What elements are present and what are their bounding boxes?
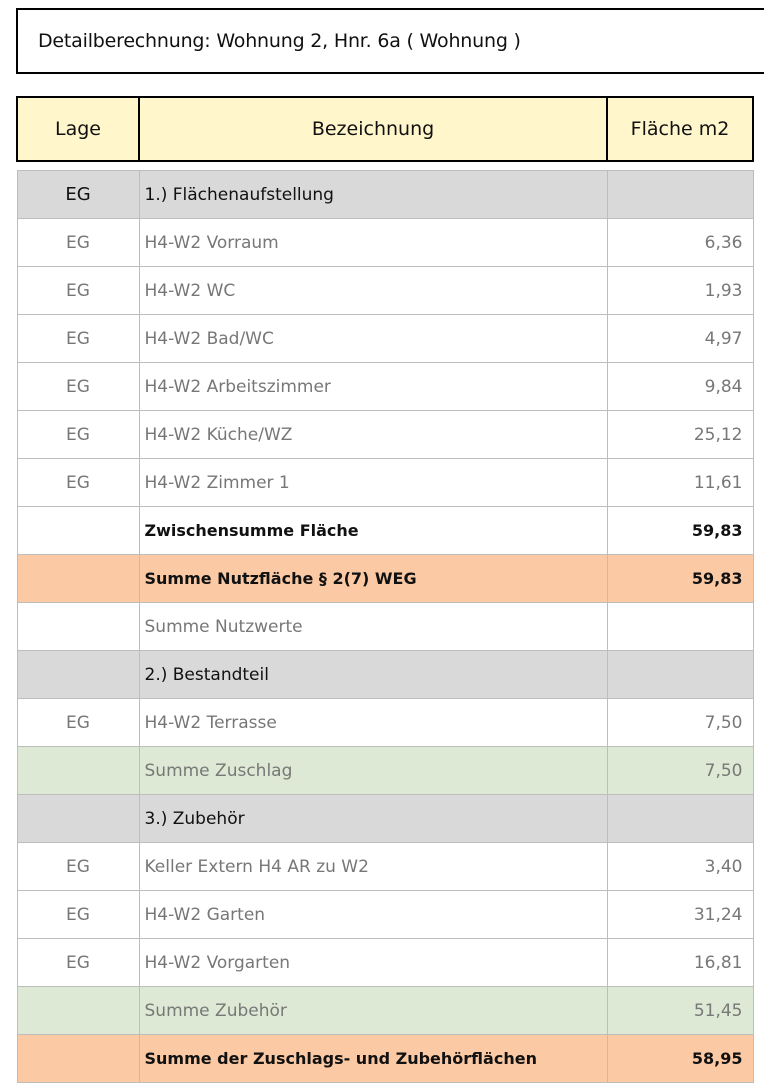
table-row	[17, 987, 753, 1035]
header-flaeche: Fläche m2	[607, 97, 753, 161]
cell-bezeichnung: Summe Nutzwerte	[139, 603, 607, 651]
cell-bezeichnung: H4-W2 WC	[139, 267, 607, 315]
cell-lage: EG	[17, 363, 139, 411]
cell-bezeichnung: 2.) Bestandteil	[139, 651, 607, 699]
cell-lage: EG	[17, 843, 139, 891]
document-title	[16, 8, 764, 74]
cell-lage: EG	[17, 939, 139, 987]
cell-lage: EG	[17, 699, 139, 747]
cell-lage	[17, 651, 139, 699]
table-row	[17, 651, 753, 699]
header-gap	[17, 161, 753, 171]
cell-lage: EG	[17, 267, 139, 315]
cell-flaeche: 25,12	[607, 411, 753, 459]
cell-lage	[17, 555, 139, 603]
table-row	[17, 699, 753, 747]
area-table	[16, 96, 754, 1083]
cell-lage: EG	[17, 411, 139, 459]
cell-bezeichnung: Summe Zubehör	[139, 987, 607, 1035]
cell-flaeche: 7,50	[607, 699, 753, 747]
cell-flaeche: 6,36	[607, 219, 753, 267]
cell-flaeche: 9,84	[607, 363, 753, 411]
document-title-text: Detailberechnung: Wohnung 2, Hnr. 6a ( Wohnung )	[38, 30, 521, 52]
cell-flaeche	[607, 795, 753, 843]
cell-bezeichnung: Zwischensumme Fläche	[139, 507, 607, 555]
header-bezeichnung: Bezeichnung	[139, 97, 607, 161]
cell-flaeche: 58,95	[607, 1035, 753, 1083]
table-row	[17, 507, 753, 555]
table-row	[17, 795, 753, 843]
cell-flaeche: 59,83	[607, 555, 753, 603]
cell-flaeche	[607, 651, 753, 699]
cell-bezeichnung: Summe der Zuschlags- und Zubehörflächen	[139, 1035, 607, 1083]
table-row	[17, 267, 753, 315]
cell-bezeichnung: H4-W2 Vorgarten	[139, 939, 607, 987]
table-row	[17, 411, 753, 459]
cell-lage	[17, 747, 139, 795]
cell-flaeche: 11,61	[607, 459, 753, 507]
table-row	[17, 939, 753, 987]
table-row	[17, 171, 753, 219]
cell-bezeichnung: H4-W2 Zimmer 1	[139, 459, 607, 507]
cell-flaeche	[607, 603, 753, 651]
cell-bezeichnung: H4-W2 Küche/WZ	[139, 411, 607, 459]
cell-lage	[17, 987, 139, 1035]
cell-flaeche: 3,40	[607, 843, 753, 891]
cell-bezeichnung: Summe Zuschlag	[139, 747, 607, 795]
table-header-row	[17, 97, 753, 161]
table-row	[17, 603, 753, 651]
area-table-container	[16, 96, 752, 1083]
table-row	[17, 555, 753, 603]
table-row	[17, 747, 753, 795]
table-row	[17, 1035, 753, 1083]
table-row	[17, 459, 753, 507]
cell-lage: EG	[17, 891, 139, 939]
cell-flaeche: 51,45	[607, 987, 753, 1035]
cell-bezeichnung: H4-W2 Bad/WC	[139, 315, 607, 363]
cell-bezeichnung: H4-W2 Garten	[139, 891, 607, 939]
table-body	[17, 161, 753, 1083]
cell-flaeche: 16,81	[607, 939, 753, 987]
cell-lage	[17, 795, 139, 843]
cell-lage	[17, 507, 139, 555]
table-row	[17, 219, 753, 267]
cell-bezeichnung: H4-W2 Terrasse	[139, 699, 607, 747]
table-row	[17, 363, 753, 411]
cell-flaeche: 59,83	[607, 507, 753, 555]
cell-lage: EG	[17, 219, 139, 267]
cell-bezeichnung: Keller Extern H4 AR zu W2	[139, 843, 607, 891]
cell-bezeichnung: 1.) Flächenaufstellung	[139, 171, 607, 219]
cell-lage: EG	[17, 171, 139, 219]
cell-flaeche	[607, 171, 753, 219]
header-lage: Lage	[17, 97, 139, 161]
table-row	[17, 891, 753, 939]
cell-bezeichnung: H4-W2 Arbeitszimmer	[139, 363, 607, 411]
cell-lage	[17, 603, 139, 651]
cell-flaeche: 7,50	[607, 747, 753, 795]
cell-flaeche: 4,97	[607, 315, 753, 363]
cell-flaeche: 31,24	[607, 891, 753, 939]
cell-lage	[17, 1035, 139, 1083]
cell-bezeichnung: Summe Nutzfläche § 2(7) WEG	[139, 555, 607, 603]
cell-bezeichnung: 3.) Zubehör	[139, 795, 607, 843]
cell-bezeichnung: H4-W2 Vorraum	[139, 219, 607, 267]
table-row	[17, 843, 753, 891]
cell-lage: EG	[17, 459, 139, 507]
table-row	[17, 315, 753, 363]
cell-flaeche: 1,93	[607, 267, 753, 315]
cell-lage: EG	[17, 315, 139, 363]
